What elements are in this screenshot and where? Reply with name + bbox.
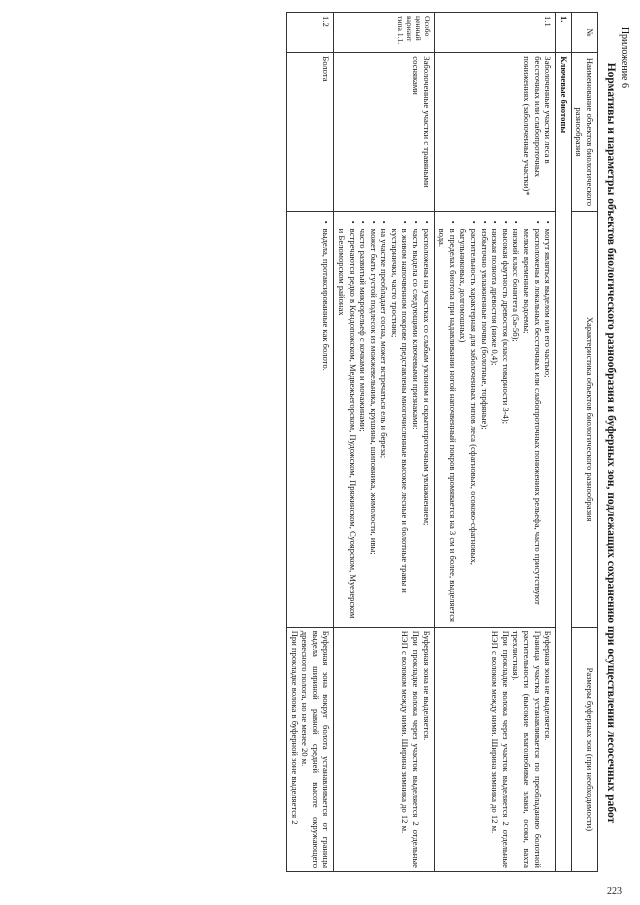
list-item: • расположены на участках со слабым уклоном и скрытопроточным увлажнением; xyxy=(421,223,432,624)
list-item: • растительность характерная для заболоченных типов леса (сфагновых, осоково-сфагновых, багульниковых, долгомошных) xyxy=(458,223,479,624)
buffer-line: Буферная зона не выделяется. xyxy=(421,630,432,741)
table-row xyxy=(434,13,556,872)
appendix-label: Приложение 6 xyxy=(619,26,630,88)
table-row xyxy=(286,13,333,872)
row-buffer xyxy=(434,627,556,871)
list-item: • может быть густой подлесок из можжевельника, крушины, шиповника, жимолости, ивы; xyxy=(368,223,379,624)
page-number: 223 xyxy=(607,886,622,897)
row-num: 1.1 xyxy=(434,13,556,53)
row-num: Особо ценный вариант типа 1.1. xyxy=(334,13,434,53)
buffer-line: При прокладке волока в буферной зоне выделяется 2 xyxy=(289,630,300,825)
row-name: Заболоченные участки леса в бессточных или слабопроточных понижениях (заболоченные участки)* xyxy=(434,53,556,211)
biodiversity-table xyxy=(286,12,598,872)
list-item: • расположены в локальных бессточных или слабопроточных понижениях рельефа, часто присутствуют мелкие временные водоемы; xyxy=(521,223,542,624)
row-num: 1.2 xyxy=(286,13,333,53)
table-row xyxy=(334,13,434,872)
list-item: • в живом напочвенном покрове представлены многочисленные высокие лесные и болотные травы и кустарнички, часто тростник; xyxy=(389,223,410,624)
buffer-line: Буферная зона вокруг болота устанавливается от границы выдела шириной равной средней высоте окружающего древесного полога, но не менее 20 м. xyxy=(300,630,332,868)
buffer-line: Буферная зона не выделяется. xyxy=(543,630,554,741)
rotated-document xyxy=(28,8,618,878)
section-label: Ключевые биотопы xyxy=(556,53,572,872)
row-characteristic xyxy=(334,211,434,627)
table-header-row xyxy=(571,13,597,872)
row-buffer xyxy=(334,627,434,871)
list-item: • высокая фаутность древостоя (класс товарности 3-4); xyxy=(500,223,511,624)
header-buffer: Размеры буферных зон (при необходимости) xyxy=(571,627,597,871)
document-title: Нормативы и параметры объектов биологического разнообразия и буферных зон, подлежащих сохранению при осуществлении лесосечных работ xyxy=(605,62,617,824)
list-item: • на участке преобладает сосна, может встречаться ель и береза; xyxy=(379,223,390,624)
header-num: № xyxy=(571,13,597,53)
list-item: • в пределах биотопа при надавливании ногой напочвенный покров промявается на 3 см и более, выделяется вода. xyxy=(437,223,458,624)
buffer-line: При прокладке волока через участок выделяется 2 отдельные НЭП с волоком между ними. Ширина зимника до 12 м. xyxy=(490,630,511,868)
row-name: Заболоченные участки с травяными сосняками xyxy=(334,53,434,211)
section-num: 1. xyxy=(556,13,572,53)
buffer-line: Граница участка устанавливается по преобладанию болотной растительности (высокие влаголюбивые злаки, осоки, вахта трехлистная). xyxy=(511,630,543,868)
row-name: Болота xyxy=(286,53,333,211)
header-name: Наименование объектов биологического разнообразия xyxy=(571,53,597,211)
list-item: • часто развитый микрорельеф с кочками и мочажинами; xyxy=(358,223,369,624)
list-item: • низкая полнота древостоя (ниже 0,4); xyxy=(490,223,501,624)
list-item: • встречаются редко в Кондопожском, Медвежьегорском, Пудожском, Пряжинском, Суоярском, Муезерском и Беломорском районах xyxy=(336,223,357,624)
header-characteristic: Характеристика объектов биологического разнообразия xyxy=(571,211,597,627)
list-item: • могут являться выделом или его частью; xyxy=(543,223,554,624)
list-item: • избыточно увлажненные почвы (болотные, торфяные); xyxy=(479,223,490,624)
row-characteristic xyxy=(434,211,556,627)
list-item: • часть выдела со следующими ключевыми признаками: xyxy=(411,223,422,624)
list-item: • низкий класс бонитета (5а-5б); xyxy=(511,223,522,624)
row-characteristic xyxy=(286,211,333,627)
list-item: • выдела, протаксированные как болото. xyxy=(321,223,332,624)
section-row xyxy=(556,13,572,872)
buffer-line: При прокладке волока через участок выделяется 2 отдельные НЭП с волоком между ними. Ширина зимника до 12 м. xyxy=(400,630,422,868)
row-buffer xyxy=(286,627,333,871)
